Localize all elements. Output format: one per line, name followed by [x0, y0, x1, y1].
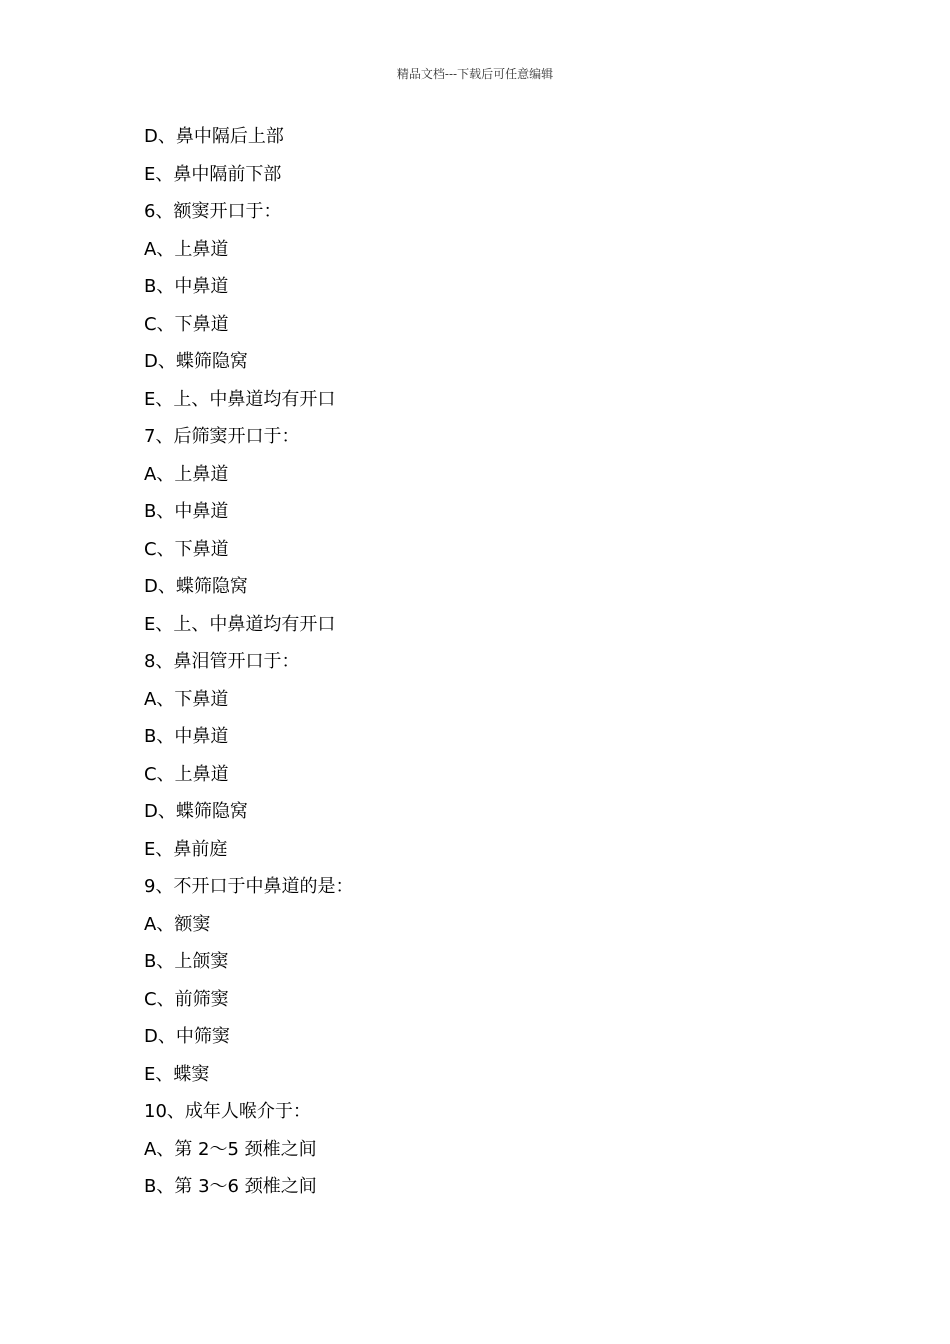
question-line: 10、成年人喉介于： — [144, 1101, 311, 1122]
question-line: 8、鼻泪管开口于： — [144, 651, 300, 672]
option-line: B、中鼻道 — [144, 726, 229, 747]
option-line: C、下鼻道 — [144, 313, 229, 335]
option-line: D、中筛窦 — [144, 1026, 230, 1047]
question-line: 6、额窦开口于： — [144, 201, 282, 222]
question-line: 7、后筛窦开口于： — [144, 426, 300, 447]
option-line: D、蝶筛隐窝 — [144, 576, 248, 597]
option-line: D、蝶筛隐窝 — [144, 801, 248, 822]
option-line: E、蝶窦 — [144, 1063, 210, 1085]
option-line: B、中鼻道 — [144, 501, 229, 522]
option-line: B、第 3～6 颈椎之间 — [144, 1176, 317, 1197]
option-line: A、下鼻道 — [144, 688, 229, 710]
page-header: 精品文档---下载后可任意编辑 — [396, 67, 554, 81]
option-line: E、鼻前庭 — [144, 838, 228, 860]
option-line: E、上、中鼻道均有开口 — [144, 613, 336, 635]
option-line: E、上、中鼻道均有开口 — [144, 388, 336, 410]
option-line: D、蝶筛隐窝 — [144, 351, 248, 372]
option-line: C、下鼻道 — [144, 538, 229, 560]
option-line: B、中鼻道 — [144, 276, 229, 297]
document-body — [144, 124, 844, 1212]
option-line: C、上鼻道 — [144, 763, 229, 785]
option-line: B、上颌窦 — [144, 951, 229, 972]
option-line: A、第 2～5 颈椎之间 — [144, 1138, 317, 1160]
option-line: C、前筛窦 — [144, 988, 229, 1010]
option-line: E、鼻中隔前下部 — [144, 163, 282, 185]
option-line: D、鼻中隔后上部 — [144, 126, 284, 147]
question-line: 9、不开口于中鼻道的是： — [144, 876, 354, 897]
option-line: A、额窦 — [144, 913, 211, 935]
option-line: A、上鼻道 — [144, 238, 229, 260]
option-line: A、上鼻道 — [144, 463, 229, 485]
